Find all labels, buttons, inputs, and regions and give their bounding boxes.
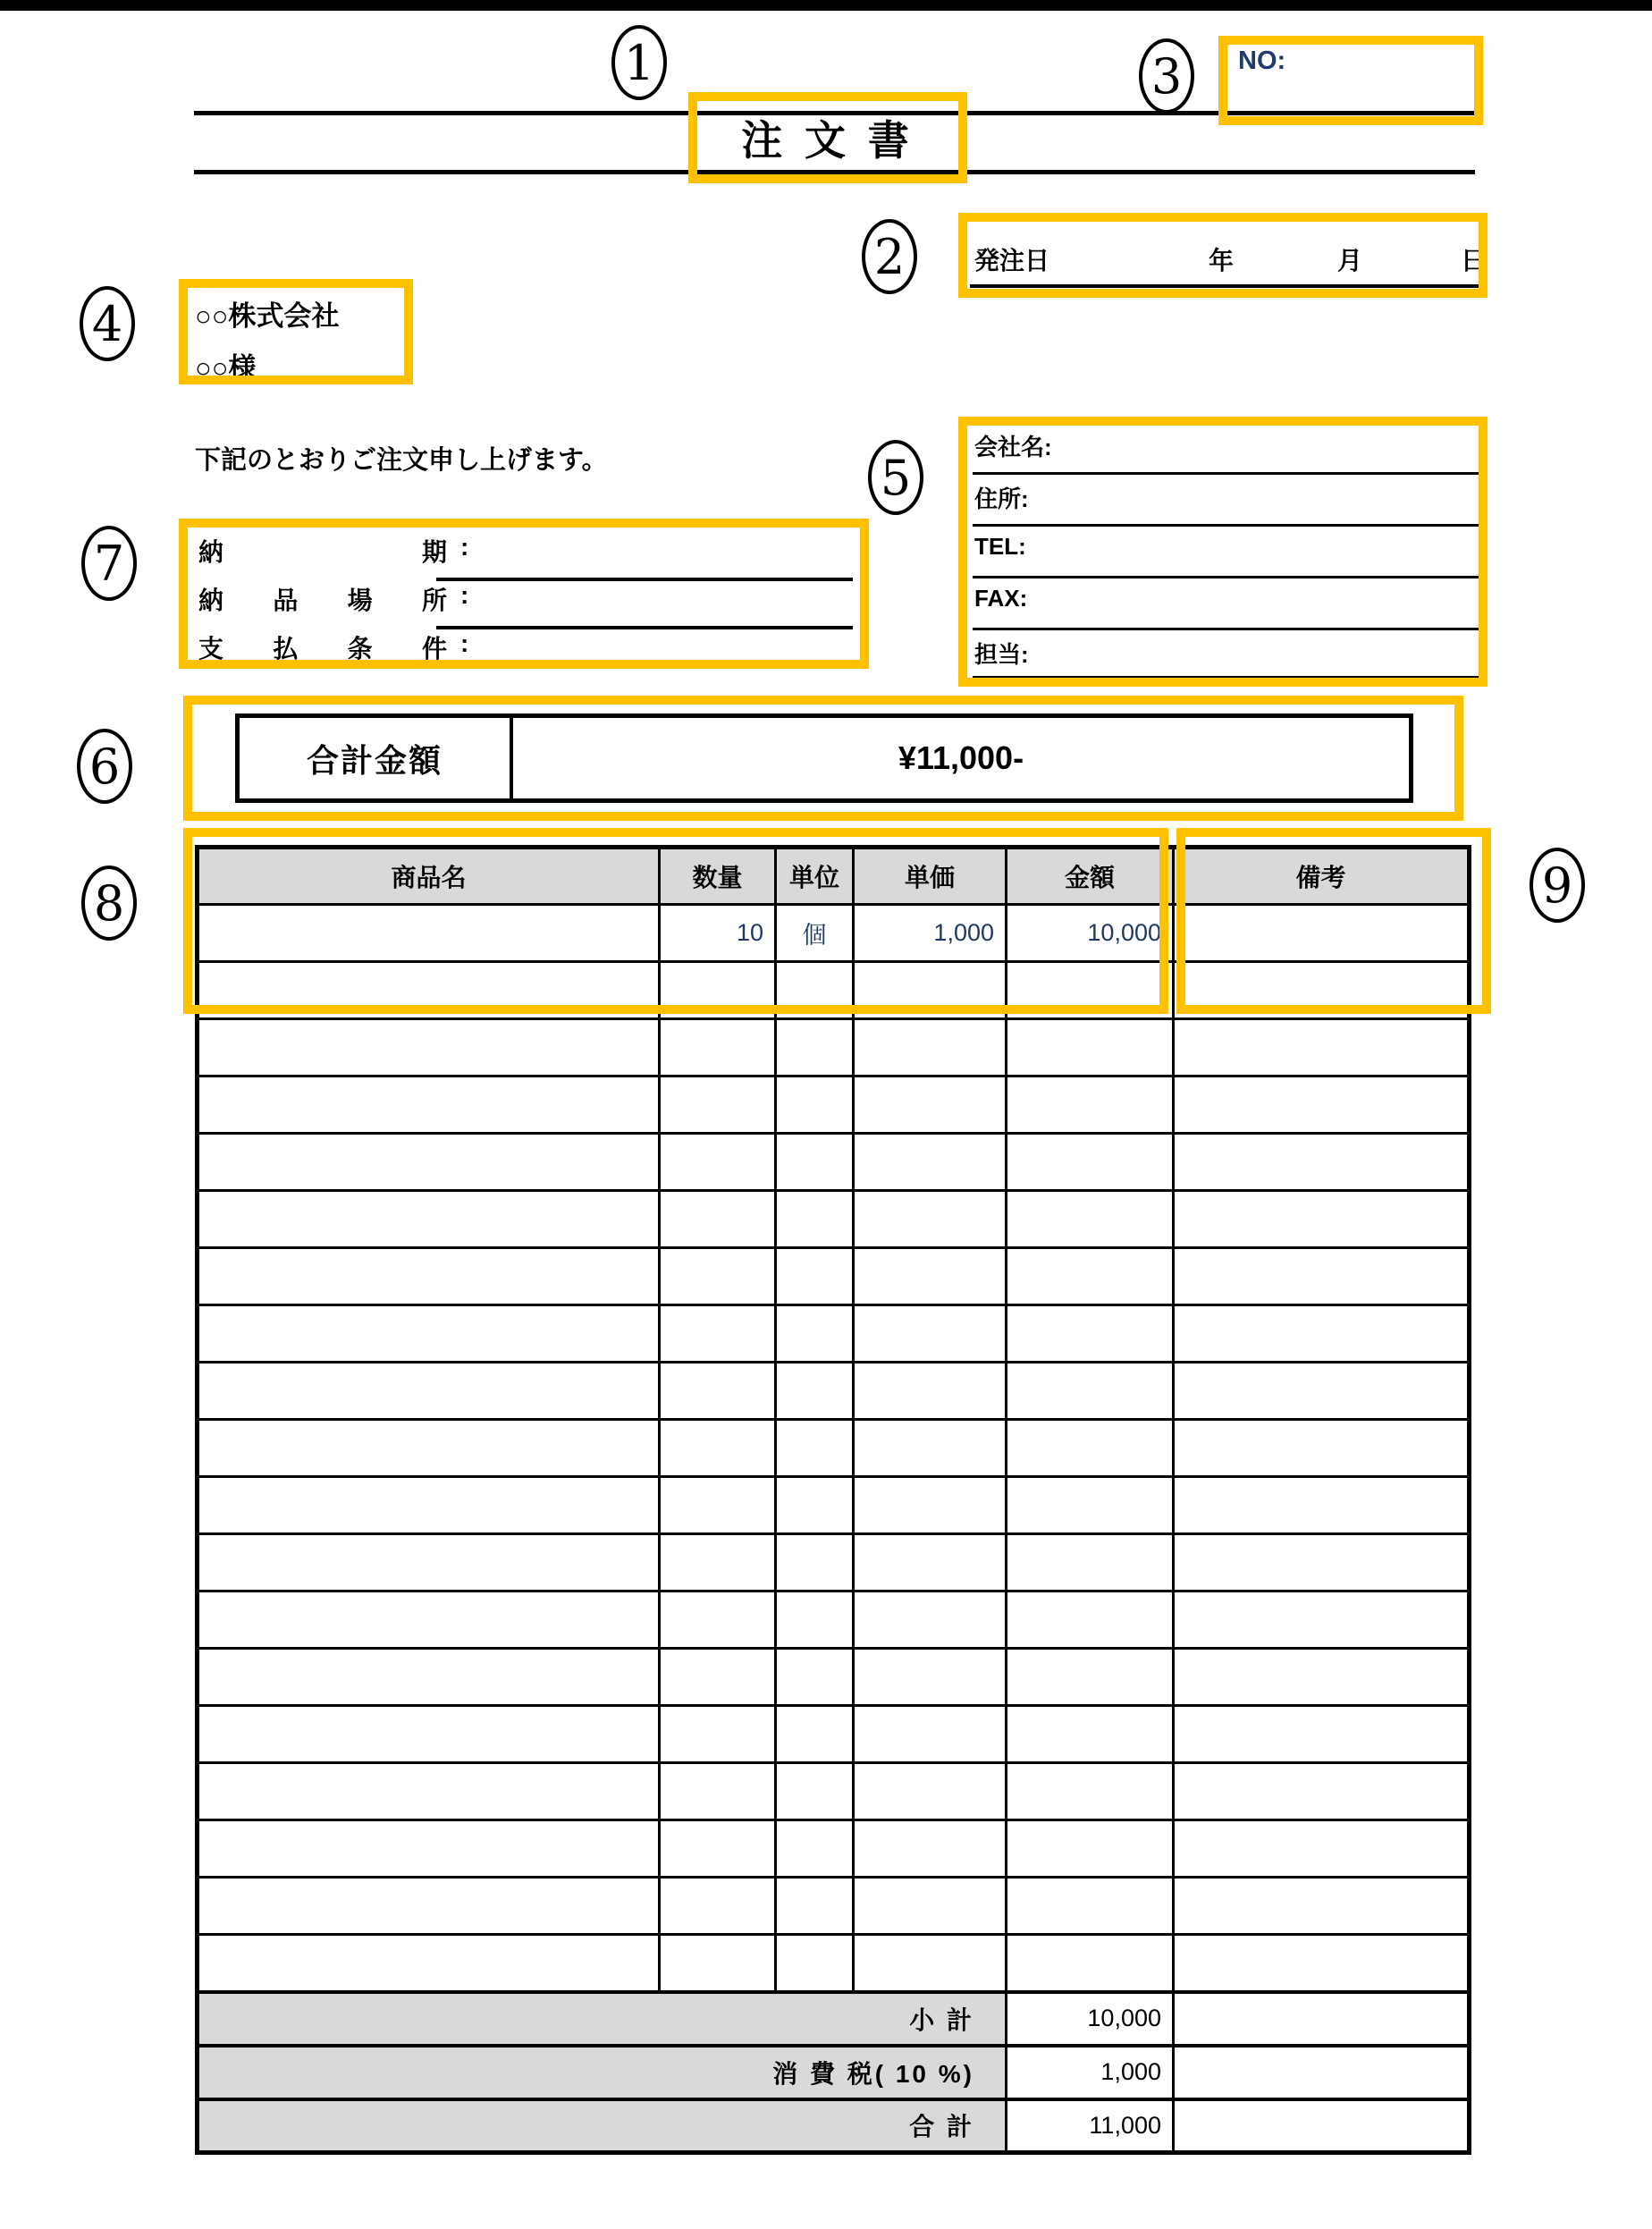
table-row — [198, 1420, 1470, 1477]
item-name-cell — [198, 1649, 660, 1706]
item-name-cell — [198, 1935, 660, 1992]
annotation-circle-3: 3 — [1139, 38, 1194, 114]
item-unit-cell — [776, 1534, 854, 1592]
items-table-container — [195, 845, 1471, 2155]
item-qty-cell: 10 — [660, 905, 776, 962]
item-unit-cell — [776, 1363, 854, 1420]
subtotal-amount: 10,000 — [1007, 1992, 1174, 2046]
item-unit-cell — [776, 1477, 854, 1534]
table-row — [198, 1134, 1470, 1191]
item-unit-cell — [776, 1878, 854, 1935]
item-unit-price-cell — [854, 1763, 1007, 1820]
item-unit-cell — [776, 1019, 854, 1077]
table-row — [198, 1534, 1470, 1592]
order-date-year-label: 年 — [1209, 247, 1235, 274]
highlight-box-recipient — [179, 279, 413, 384]
payment-terms-colon: : — [460, 629, 469, 657]
item-note-cell — [1174, 1134, 1470, 1191]
table-row — [198, 1477, 1470, 1534]
table-row — [198, 1820, 1470, 1878]
item-note-cell — [1174, 1477, 1470, 1534]
item-qty-cell — [660, 1820, 776, 1878]
grand-total-note-cell — [1174, 2099, 1470, 2153]
item-note-cell — [1174, 1878, 1470, 1935]
total-amount-value: ¥11,000- — [898, 739, 1024, 776]
col-header-2: 単位 — [776, 848, 854, 905]
item-amount-cell — [1007, 1935, 1174, 1992]
item-note-cell — [1174, 1363, 1470, 1420]
item-unit-price-cell — [854, 1019, 1007, 1077]
table-row — [198, 1019, 1470, 1077]
highlight-box-title — [688, 92, 967, 183]
item-unit-price-cell — [854, 1706, 1007, 1763]
table-row — [198, 1305, 1470, 1363]
item-name-cell — [198, 1191, 660, 1248]
annotation-circle-4: 4 — [80, 286, 135, 361]
item-unit-price-cell — [854, 1134, 1007, 1191]
item-unit-cell — [776, 1763, 854, 1820]
item-qty-cell — [660, 1191, 776, 1248]
item-amount-cell: 10,000 — [1007, 905, 1174, 962]
delivery-date-colon: : — [460, 533, 469, 561]
item-qty-cell — [660, 1592, 776, 1649]
subtotal-label: 小 計 — [198, 1992, 1007, 2046]
item-note-cell — [1174, 1592, 1470, 1649]
item-unit-cell — [776, 1191, 854, 1248]
item-name-cell — [198, 1477, 660, 1534]
item-qty-cell — [660, 1134, 776, 1191]
table-row — [198, 1878, 1470, 1935]
item-amount-cell — [1007, 1019, 1174, 1077]
item-amount-cell — [1007, 1077, 1174, 1134]
item-name-cell — [198, 1420, 660, 1477]
supplier-company-label: 会社名: — [974, 434, 1052, 460]
item-amount-cell — [1007, 1191, 1174, 1248]
supplier-fax-label: FAX: — [974, 585, 1028, 612]
table-row — [198, 1363, 1470, 1420]
item-unit-cell — [776, 1649, 854, 1706]
item-qty-cell — [660, 1363, 776, 1420]
top-border-bar — [0, 0, 1652, 11]
grand-total-amount: 11,000 — [1007, 2099, 1174, 2153]
item-qty-cell — [660, 1706, 776, 1763]
item-unit-price-cell — [854, 1248, 1007, 1305]
item-unit-price-cell — [854, 1305, 1007, 1363]
annotation-circle-7: 7 — [81, 526, 137, 601]
item-unit-price-cell — [854, 1534, 1007, 1592]
item-name-cell — [198, 1878, 660, 1935]
subtotal-row — [198, 1992, 1470, 2046]
item-unit-cell — [776, 1935, 854, 1992]
item-unit-price-cell — [854, 1935, 1007, 1992]
order-date-month-label: 月 — [1337, 247, 1363, 274]
item-note-cell — [1174, 1191, 1470, 1248]
highlight-box-total-amount — [183, 696, 1463, 821]
item-note-cell — [1174, 1019, 1470, 1077]
item-name-cell — [198, 1077, 660, 1134]
supplier-address-label: 住所: — [974, 485, 1029, 512]
item-unit-price-cell — [854, 1820, 1007, 1878]
item-name-cell — [198, 1592, 660, 1649]
delivery-date-label: 納期 — [198, 538, 447, 566]
item-name-cell — [198, 1134, 660, 1191]
total-amount-label: 合計金額 — [240, 718, 513, 798]
item-note-cell — [1174, 1534, 1470, 1592]
item-name-cell — [198, 1820, 660, 1878]
highlight-box-supplier — [958, 417, 1488, 687]
item-amount-cell — [1007, 1763, 1174, 1820]
item-amount-cell — [1007, 1820, 1174, 1878]
item-qty-cell — [660, 1935, 776, 1992]
highlight-box-order-date — [958, 213, 1488, 298]
item-unit-price-cell — [854, 1477, 1007, 1534]
annotation-circle-5: 5 — [868, 440, 923, 515]
item-qty-cell — [660, 1248, 776, 1305]
item-name-cell — [198, 1763, 660, 1820]
col-header-3: 単価 — [854, 848, 1007, 905]
item-note-cell — [1174, 1077, 1470, 1134]
page-title: 注 文 書 — [741, 117, 914, 164]
item-unit-price-cell: 1,000 — [854, 905, 1007, 962]
item-amount-cell — [1007, 1592, 1174, 1649]
item-qty-cell — [660, 1420, 776, 1477]
item-amount-cell — [1007, 1420, 1174, 1477]
item-unit-cell — [776, 1248, 854, 1305]
item-name-cell — [198, 1248, 660, 1305]
item-qty-cell — [660, 1305, 776, 1363]
item-qty-cell — [660, 1649, 776, 1706]
delivery-place-label: 納品場所 — [198, 587, 447, 614]
item-amount-cell — [1007, 1878, 1174, 1935]
annotation-circle-1: 1 — [611, 25, 667, 100]
item-amount-cell — [1007, 1649, 1174, 1706]
item-unit-cell: 個 — [776, 905, 854, 962]
item-amount-cell — [1007, 1534, 1174, 1592]
item-note-cell — [1174, 1763, 1470, 1820]
col-header-4: 金額 — [1007, 848, 1174, 905]
item-unit-cell — [776, 1820, 854, 1878]
grand-total-row — [198, 2099, 1470, 2153]
item-name-cell — [198, 1019, 660, 1077]
item-unit-cell — [776, 1305, 854, 1363]
supplier-contact-label: 担当: — [974, 641, 1029, 668]
col-header-0: 商品名 — [198, 848, 660, 905]
table-row — [198, 1706, 1470, 1763]
item-qty-cell — [660, 1077, 776, 1134]
item-note-cell — [1174, 1820, 1470, 1878]
items-table — [195, 845, 1471, 2155]
item-amount-cell — [1007, 1363, 1174, 1420]
col-header-5: 備考 — [1174, 848, 1470, 905]
highlight-box-remarks-column — [1176, 828, 1491, 1014]
item-amount-cell — [1007, 1706, 1174, 1763]
item-name-cell — [198, 1706, 660, 1763]
item-unit-price-cell — [854, 1363, 1007, 1420]
table-row — [198, 1248, 1470, 1305]
item-note-cell — [1174, 1420, 1470, 1477]
item-qty-cell — [660, 1019, 776, 1077]
item-qty-cell — [660, 1477, 776, 1534]
recipient-honorific: ○○様 — [195, 352, 257, 384]
col-header-1: 数量 — [660, 848, 776, 905]
item-unit-price-cell — [854, 1649, 1007, 1706]
item-unit-cell — [776, 1592, 854, 1649]
annotation-circle-6: 6 — [77, 729, 132, 804]
item-amount-cell — [1007, 1477, 1174, 1534]
item-unit-price-cell — [854, 1077, 1007, 1134]
item-qty-cell — [660, 1878, 776, 1935]
subtotal-note-cell — [1174, 1992, 1470, 2046]
item-note-cell — [1174, 1649, 1470, 1706]
item-note-cell — [1174, 1248, 1470, 1305]
item-amount-cell — [1007, 1248, 1174, 1305]
item-unit-price-cell — [854, 1420, 1007, 1477]
item-unit-price-cell — [854, 1878, 1007, 1935]
order-date-label: 発注日 — [974, 247, 1050, 274]
table-row — [198, 1763, 1470, 1820]
item-unit-cell — [776, 1706, 854, 1763]
item-unit-cell — [776, 1077, 854, 1134]
item-qty-cell — [660, 1534, 776, 1592]
item-name-cell — [198, 1363, 660, 1420]
tax-amount: 1,000 — [1007, 2046, 1174, 2099]
table-row — [198, 1592, 1470, 1649]
tax-label: 消 費 税( 10 %) — [198, 2046, 1007, 2099]
order-date-day-label: 日 — [1461, 247, 1487, 274]
annotation-circle-9: 9 — [1530, 848, 1585, 923]
table-row — [198, 1935, 1470, 1992]
greeting-text: 下記のとおりご注文申し上げます。 — [195, 446, 608, 475]
item-qty-cell — [660, 1763, 776, 1820]
tax-note-cell — [1174, 2046, 1470, 2099]
item-amount-cell — [1007, 1305, 1174, 1363]
supplier-tel-label: TEL: — [974, 533, 1026, 560]
item-unit-price-cell — [854, 1592, 1007, 1649]
item-note-cell — [1174, 1706, 1470, 1763]
highlight-box-terms — [179, 519, 869, 669]
table-row — [198, 1077, 1470, 1134]
item-note-cell — [1174, 1935, 1470, 1992]
item-note-cell — [1174, 1305, 1470, 1363]
grand-total-label: 合 計 — [198, 2099, 1007, 2153]
annotation-circle-8: 8 — [81, 865, 137, 941]
item-unit-cell — [776, 1420, 854, 1477]
item-unit-price-cell — [854, 1191, 1007, 1248]
highlight-box-order-number — [1218, 36, 1483, 125]
delivery-place-colon: : — [460, 581, 469, 609]
item-unit-cell — [776, 1134, 854, 1191]
tax-row — [198, 2046, 1470, 2099]
order-number-label: NO: — [1238, 46, 1286, 75]
item-amount-cell — [1007, 1134, 1174, 1191]
table-row — [198, 1191, 1470, 1248]
payment-terms-label: 支払条件 — [198, 635, 447, 663]
annotation-circle-2: 2 — [862, 219, 917, 294]
recipient-company: ○○株式会社 — [195, 300, 340, 332]
item-name-cell — [198, 1305, 660, 1363]
table-row — [198, 1649, 1470, 1706]
highlight-box-item-columns — [183, 828, 1168, 1014]
item-name-cell — [198, 1534, 660, 1592]
